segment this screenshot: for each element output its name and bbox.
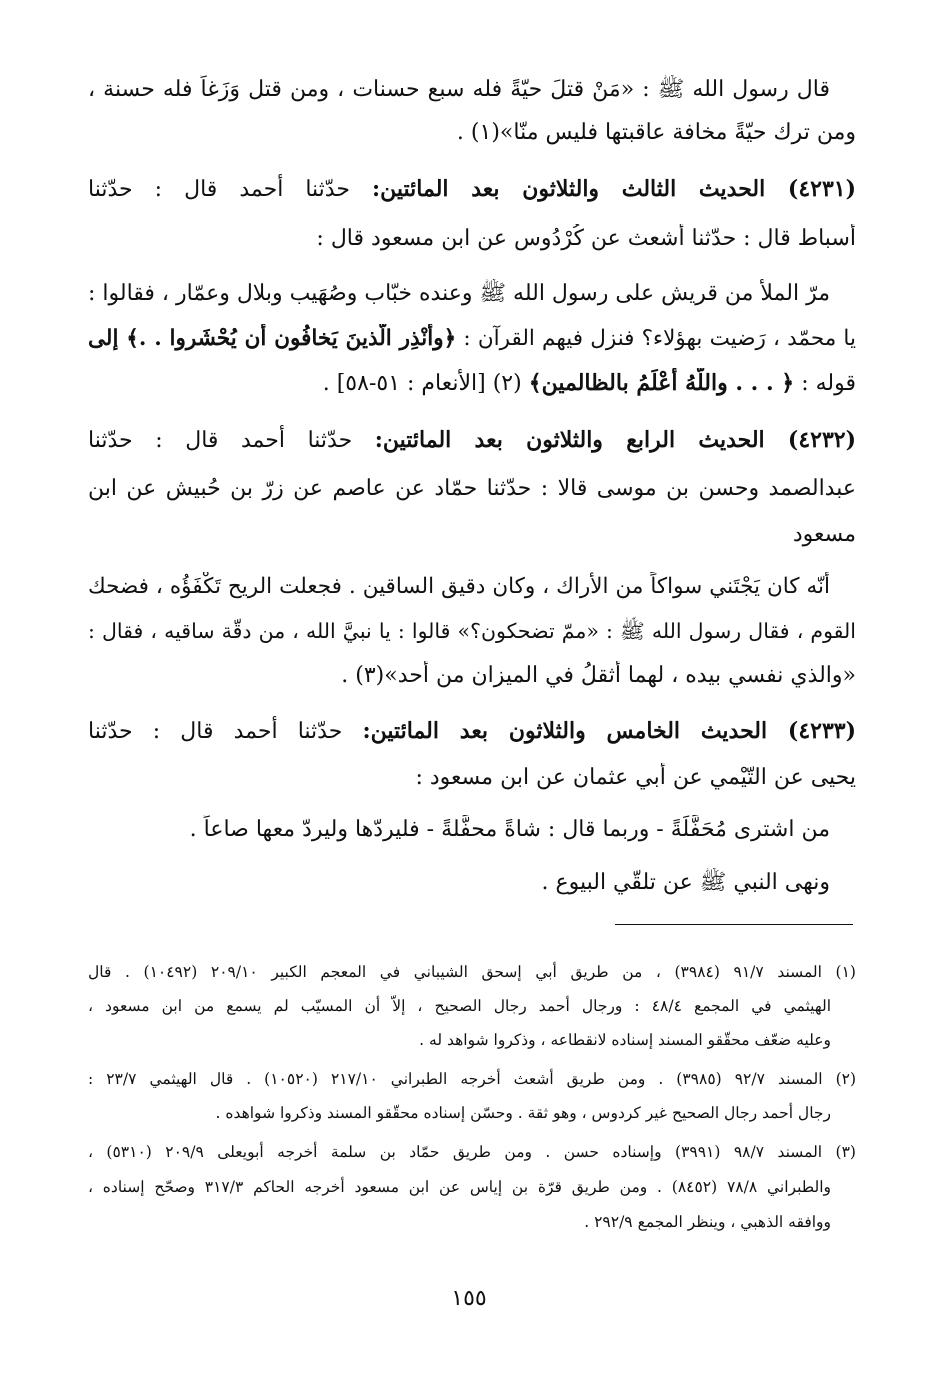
footnote-line: (١) المسند ٩١/٧ (٣٩٨٤) ، من طريق أبي إسحق الشيباني في المعجم الكبير ٢٠٩/١٠ (١٠٤٩٢) . قال (88, 963, 856, 981)
quran-quote: ﴿ . . . واللّهُ أعْلَمُ بالظالمين﴾ (528, 370, 795, 396)
text-line (88, 368, 856, 400)
text-line: ونهى النبي ﷺ عن تلقّي البيوع . (541, 870, 830, 895)
footnote-line: وعليه ضعّف محقّقو المسند إسناده لانقطاعه ، وذكروا شواهد له . (419, 1031, 831, 1049)
text-line: من اشترى مُحَفَّلَةً - وربما قال : شاةً محفَّلةً - فليردّها وليردّ معها صاعاً . (189, 817, 830, 842)
hadith-heading: (٤٢٣١) الحديث الثالث والثلاثون بعد المائتين: (372, 176, 856, 202)
hadith-isnad: حدّثنا أحمد قال : حدّثنا (88, 719, 343, 744)
footnote-line: الهيثمي في المجمع ٤٨/٤ : ورجال أحمد رجال الصحيح ، إلاّ أن المسيّب لم يسمع من ابن مسعود ، (88, 997, 831, 1015)
footnote-line: ووافقه الذهبي ، وينظر المجمع ٢٩٢/٩ . (584, 1213, 831, 1231)
text-line: ومن ترك حيّةً مخافة عاقبتها فليس منّا»(١) . (456, 120, 856, 145)
text-line: أنّه كان يَجْتَني سواكاً من الأراك ، وكان دقيق الساقين . فجعلت الريح تَكْفَؤُه ، فضحك (88, 574, 830, 599)
footnote-line: رجال أحمد رجال الصحيح غير كردوس ، وهو ثقة . وحسّن إسناده محقّقو المسند وذكروا شواهده . (215, 1104, 831, 1122)
hadith-heading-line (88, 716, 856, 748)
hadith-heading-line (88, 174, 856, 206)
hadith-heading: (٤٢٣٢) الحديث الرابع والثلاثون بعد المائتين: (374, 427, 856, 453)
text-line: عبدالصمد وحسن بن موسى قالا : حدّثنا حمّاد عن عاصم عن زرّ بن حُبيش عن ابن (88, 476, 856, 501)
text-segment: يا محمّد ، رَضيت بهؤلاء؟ فنزل فيهم القرآن : (463, 326, 856, 351)
text-line: قال رسول الله ﷺ : «مَنْ قتلَ حيّةً فله سبع حسنات ، ومن قتل وَزَغاً فله حسنة ، (88, 77, 830, 102)
text-line: أسباط قال : حدّثنا أشعث عن كُرْدُوس عن ابن مسعود قال : (316, 226, 856, 251)
footnote-line: (٣) المسند ٩٨/٧ (٣٩٩١) وإسناده حسن . ومن طريق حمّاد بن سلمة أخرجه أبويعلى ٢٠٩/٩ (٥٣١٠) ، (88, 1143, 856, 1161)
footnote-line: (٢) المسند ٩٢/٧ (٣٩٨٥) . ومن طريق أشعث أخرجه الطبراني ٢١٧/١٠ (١٠٥٢٠) . قال الهيثمي ٢٣/٧ : (88, 1070, 856, 1088)
text-segment: قوله : (801, 371, 856, 396)
page-number: ١٥٥ (451, 1286, 487, 1311)
hadith-isnad: حدّثنا أحمد قال : حدّثنا (88, 428, 353, 453)
hadith-heading-line (88, 425, 856, 457)
text-line: «والذي نفسي بيده ، لهما أثقلُ في الميزان من أُحد»(٣) . (341, 663, 856, 688)
text-line (88, 324, 856, 356)
text-line: مسعود (792, 522, 856, 547)
footnote-separator (615, 924, 853, 925)
text-line: القوم ، فقال رسول الله ﷺ : «ممّ تضحكون؟» قالوا : يا نبيَّ الله ، من دقّة ساقيه ، فقال : (88, 619, 856, 643)
hadith-heading: (٤٢٣٣) الحديث الخامس والثلاثون بعد المائتين: (362, 718, 856, 744)
hadith-isnad: حدّثنا أحمد قال : حدّثنا (88, 177, 350, 202)
text-line: مرّ الملأُ من قريش على رسول الله ﷺ وعنده خبّاب وصُهَيب وبلال وعمّار ، فقالوا : (88, 281, 830, 306)
text-segment: (٢) [الأنعام : ٥١-٥٨] . (322, 371, 522, 396)
footnote-line: والطبراني ٧٨/٨ (٨٤٥٢) . ومن طريق قرّة بن إياس عن ابن مسعود أخرجه الحاكم ٣١٧/٣ وصحّح إسناده ، (88, 1178, 831, 1196)
quran-quote: ﴿وأنْذِر الّذينَ يَخافُون أن يُحْشَروا . .﴾ إلى (88, 326, 457, 351)
text-line: يحيى عن التّيْمي عن أبي عثمان عن ابن مسعود : (415, 765, 856, 790)
